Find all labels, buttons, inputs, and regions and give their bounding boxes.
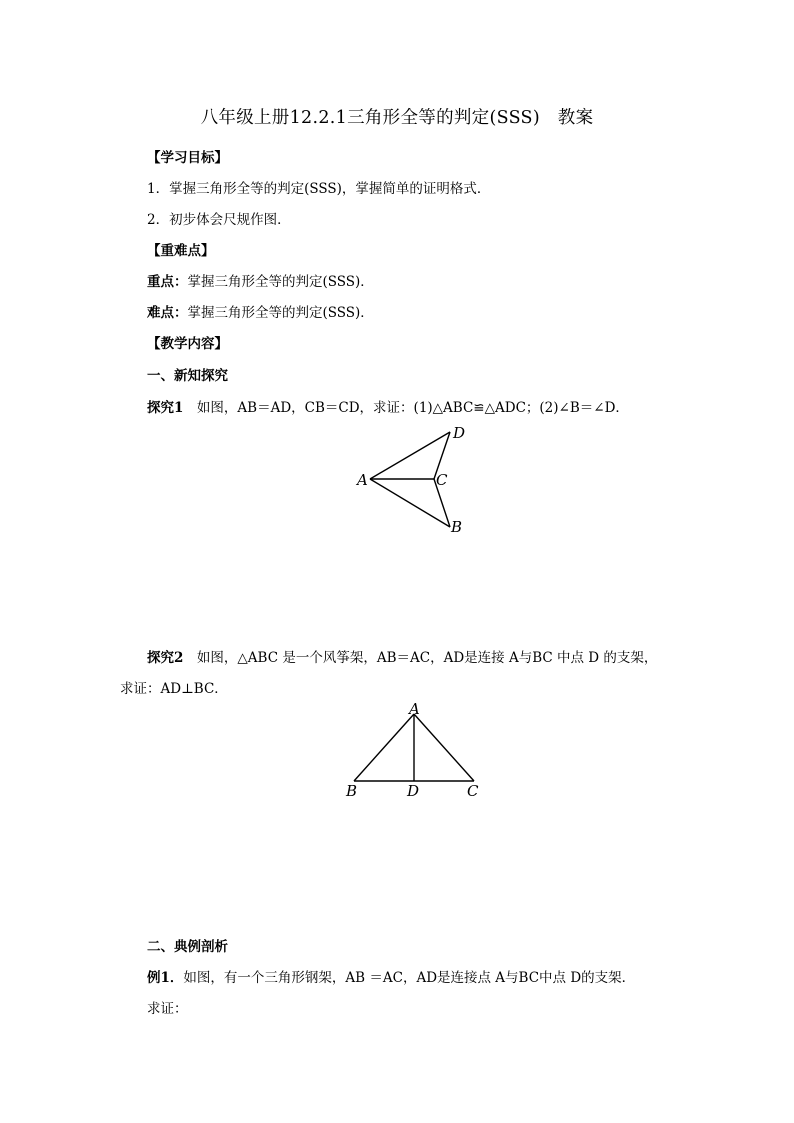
figure2-label-c: C [467, 782, 479, 800]
difficult-point [147, 301, 374, 321]
example1-label: 例1． [147, 970, 184, 986]
goal-1: 1．掌握三角形全等的判定(SSS)，掌握简单的证明格式． [147, 181, 491, 197]
figure1-label-b: B [451, 518, 463, 536]
example1 [147, 966, 635, 986]
explore2-text: 如图，△ABC 是一个风筝架，AB＝AC，AD是连接 A与BC 中点 D 的支架， [183, 650, 658, 666]
figure2-label-b: B [346, 782, 358, 800]
key-point-label: 重点： [147, 274, 188, 290]
explore2-label: 探究2 [147, 650, 184, 666]
explore1 [147, 396, 629, 416]
key-heading: 【重难点】 [147, 243, 215, 259]
document-title: 八年级上册12.2.1三角形全等的判定(SSS) 教案 [200, 108, 594, 128]
figure-2-diagram [340, 698, 490, 804]
content-heading: 【教学内容】 [147, 336, 228, 352]
goals-heading: 【学习目标】 [147, 150, 228, 166]
difficult-label: 难点： [147, 305, 188, 321]
figure1-label-a: A [357, 471, 368, 489]
key-point-text: 掌握三角形全等的判定(SSS)． [187, 274, 374, 290]
figure2-label-d: D [407, 782, 420, 800]
figure2-label-a: A [409, 700, 420, 718]
explore1-text: 如图，AB＝AD，CB＝CD，求证：(1)△ABC≌△ADC；(2)∠B＝∠D． [183, 400, 629, 416]
goal-2: 2．初步体会尺规作图． [147, 212, 291, 228]
part2-heading: 二、典例剖析 [147, 939, 228, 955]
prove-label: 求证： [147, 1001, 188, 1017]
explore1-label: 探究1 [147, 400, 184, 416]
figure1-label-c: C [436, 471, 448, 489]
difficult-text: 掌握三角形全等的判定(SSS)． [187, 305, 374, 321]
figure1-label-d: D [453, 424, 466, 442]
figure-1-diagram [350, 418, 480, 543]
explore2-cont: 求证：AD⊥BC． [120, 681, 228, 697]
part1-heading: 一、新知探究 [147, 368, 228, 384]
explore2 [147, 646, 657, 666]
key-point [147, 270, 374, 290]
example1-text: 如图，有一个三角形钢架，AB ＝AC，AD是连接点 A与BC中点 D的支架． [183, 970, 636, 986]
